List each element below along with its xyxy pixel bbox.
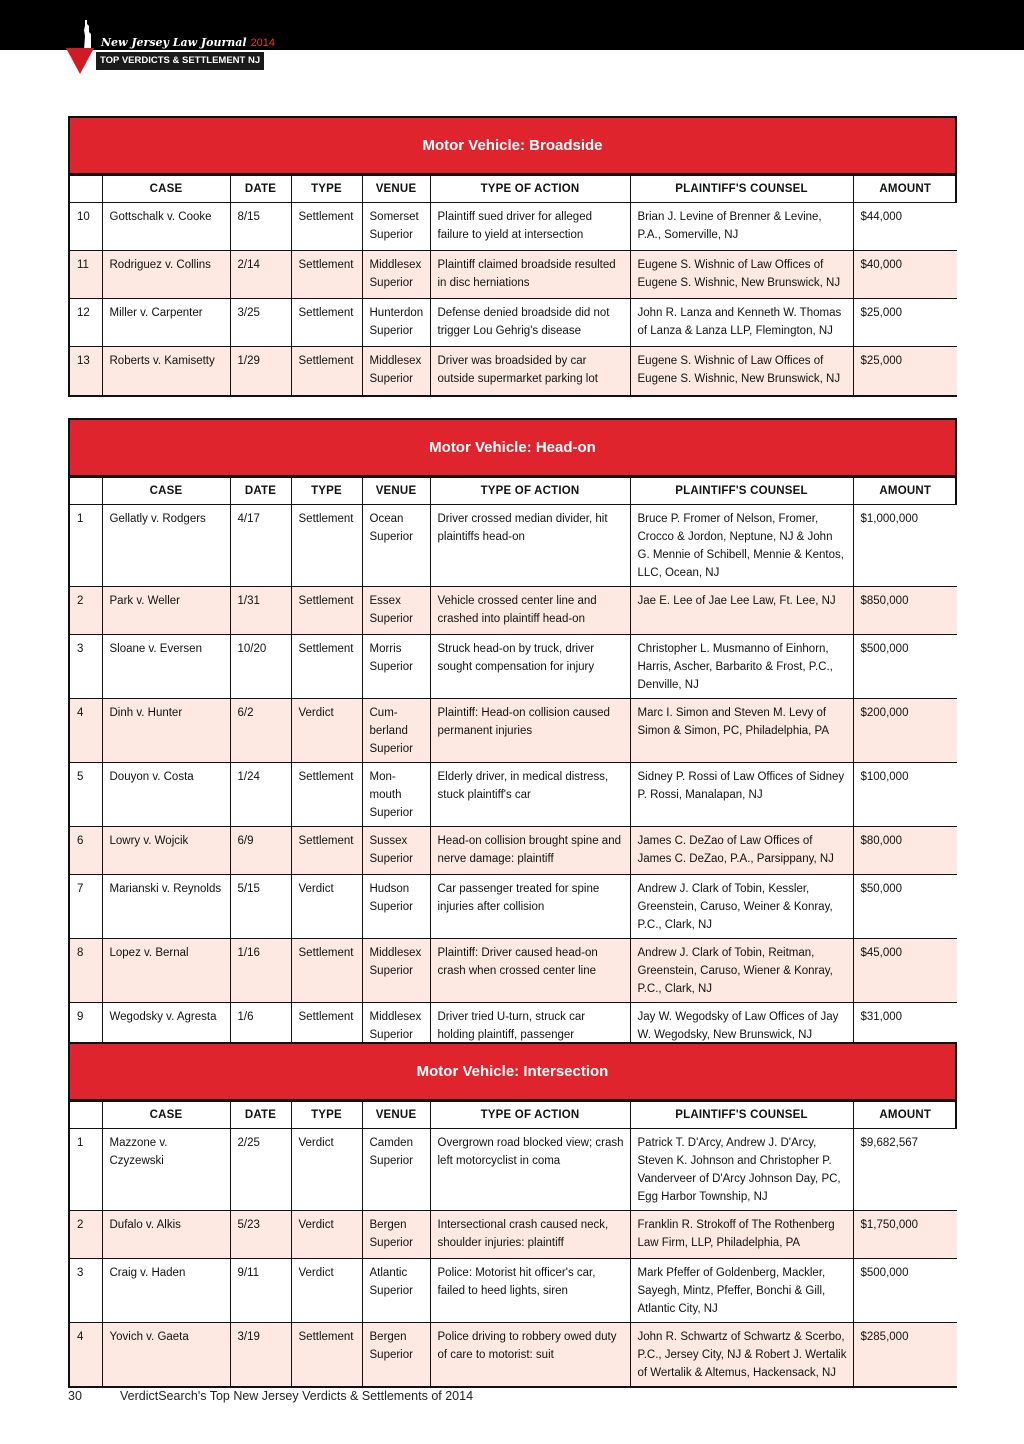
cell-action: Car passenger treated for spine injuries after collision	[430, 875, 630, 939]
cell-rank: 5	[70, 763, 102, 827]
cell-date: 1/24	[230, 763, 291, 827]
table-row	[70, 1323, 957, 1387]
cell-counsel: Andrew J. Clark of Tobin, Reitman, Greenstein, Caruso, Wiener & Konray, P.C., Clark, NJ	[630, 939, 853, 1003]
cell-case: Douyon v. Costa	[102, 763, 230, 827]
table-row	[70, 203, 957, 251]
cell-rank: 13	[70, 347, 102, 395]
cell-venue: Somerset Superior	[362, 203, 430, 251]
cell-amount: $44,000	[853, 203, 957, 251]
cell-amount: $80,000	[853, 827, 957, 875]
cell-counsel: James C. DeZao of Law Offices of James C. DeZao, P.A., Parsippany, NJ	[630, 827, 853, 875]
statue-of-liberty-icon	[82, 20, 94, 50]
cell-rank: 10	[70, 203, 102, 251]
cell-case: Miller v. Carpenter	[102, 299, 230, 347]
cell-case: Roberts v. Kamisetty	[102, 347, 230, 395]
cell-venue: Bergen Superior	[362, 1323, 430, 1387]
cell-case: Dinh v. Hunter	[102, 699, 230, 763]
cell-amount: $50,000	[853, 875, 957, 939]
cell-amount: $25,000	[853, 299, 957, 347]
cell-type: Settlement	[291, 347, 362, 395]
cell-rank: 4	[70, 1323, 102, 1387]
cell-case: Mazzone v. Czyzewski	[102, 1129, 230, 1211]
column-header: TYPE	[291, 478, 362, 505]
cell-action: Plaintiff: Driver caused head-on crash when crossed center line	[430, 939, 630, 1003]
cell-action: Plaintiff sued driver for alleged failure to yield at intersection	[430, 203, 630, 251]
cell-action: Police driving to robbery owed duty of care to motorist: suit	[430, 1323, 630, 1387]
column-header-rank	[70, 1102, 102, 1129]
cell-venue: Middlesex Superior	[362, 251, 430, 299]
cell-counsel: Marc I. Simon and Steven M. Levy of Simon & Simon, PC, Philadelphia, PA	[630, 699, 853, 763]
cell-venue: Middlesex Superior	[362, 939, 430, 1003]
table-row	[70, 1259, 957, 1323]
cell-case: Gellatly v. Rodgers	[102, 505, 230, 587]
cell-amount: $31,000	[853, 1003, 957, 1051]
column-header-rank	[70, 478, 102, 505]
cell-amount: $40,000	[853, 251, 957, 299]
section-1	[68, 418, 957, 1053]
publication-title: New Jersey Law Journal 2014	[101, 36, 276, 49]
cell-date: 2/14	[230, 251, 291, 299]
cell-venue: Essex Superior	[362, 587, 430, 635]
cell-venue: Camden Superior	[362, 1129, 430, 1211]
cell-rank: 12	[70, 299, 102, 347]
cell-amount: $285,000	[853, 1323, 957, 1387]
cell-action: Plaintiff claimed broadside resulted in disc herniations	[430, 251, 630, 299]
table-row	[70, 939, 957, 1003]
section-title: Motor Vehicle: Head-on	[70, 420, 955, 477]
cell-amount: $500,000	[853, 1259, 957, 1323]
cell-amount: $200,000	[853, 699, 957, 763]
cell-date: 2/25	[230, 1129, 291, 1211]
cell-counsel: Patrick T. D'Arcy, Andrew J. D'Arcy, Steven K. Johnson and Christopher P. Vanderveer of D'Arcy Johnson Day, PC, Egg Harbor Township, NJ	[630, 1129, 853, 1211]
column-header: DATE	[230, 176, 291, 203]
table-row	[70, 251, 957, 299]
cell-case: Park v. Weller	[102, 587, 230, 635]
cell-date: 6/9	[230, 827, 291, 875]
table-row	[70, 587, 957, 635]
cell-counsel: Eugene S. Wishnic of Law Offices of Eugene S. Wishnic, New Brunswick, NJ	[630, 347, 853, 395]
column-header: PLAINTIFF'S COUNSEL	[630, 176, 853, 203]
cell-date: 10/20	[230, 635, 291, 699]
cell-amount: $100,000	[853, 763, 957, 827]
cell-counsel: John R. Lanza and Kenneth W. Thomas of Lanza & Lanza LLP, Flemington, NJ	[630, 299, 853, 347]
cell-amount: $1,000,000	[853, 505, 957, 587]
column-header: CASE	[102, 176, 230, 203]
cell-type: Settlement	[291, 299, 362, 347]
cell-date: 1/16	[230, 939, 291, 1003]
cell-venue: Morris Superior	[362, 635, 430, 699]
cell-case: Lopez v. Bernal	[102, 939, 230, 1003]
cell-amount: $45,000	[853, 939, 957, 1003]
cell-case: Rodriguez v. Collins	[102, 251, 230, 299]
column-header: DATE	[230, 478, 291, 505]
cell-venue: Bergen Superior	[362, 1211, 430, 1259]
table-row	[70, 505, 957, 587]
cell-action: Driver tried U-turn, struck car holding plaintiff, passenger	[430, 1003, 630, 1051]
cell-venue: Ocean Superior	[362, 505, 430, 587]
cell-rank: 1	[70, 1129, 102, 1211]
cell-date: 4/17	[230, 505, 291, 587]
cell-action: Police: Motorist hit officer's car, failed to heed lights, siren	[430, 1259, 630, 1323]
cell-date: 1/31	[230, 587, 291, 635]
table-header-row	[70, 1102, 957, 1129]
column-header: DATE	[230, 1102, 291, 1129]
cell-counsel: Mark Pfeffer of Goldenberg, Mackler, Sayegh, Mintz, Pfeffer, Bonchi & Gill, Atlantic City, NJ	[630, 1259, 853, 1323]
footer-text: VerdictSearch's Top New Jersey Verdicts & Settlements of 2014	[120, 1389, 474, 1403]
column-header: PLAINTIFF'S COUNSEL	[630, 1102, 853, 1129]
column-header: TYPE	[291, 1102, 362, 1129]
cell-rank: 9	[70, 1003, 102, 1051]
cell-rank: 3	[70, 1259, 102, 1323]
page-number: 30	[68, 1389, 82, 1403]
cell-date: 3/19	[230, 1323, 291, 1387]
logo-red-chevron	[66, 48, 94, 74]
cell-type: Verdict	[291, 1211, 362, 1259]
column-header: PLAINTIFF'S COUNSEL	[630, 478, 853, 505]
cell-counsel: Eugene S. Wishnic of Law Offices of Eugene S. Wishnic, New Brunswick, NJ	[630, 251, 853, 299]
cell-rank: 8	[70, 939, 102, 1003]
cell-case: Gottschalk v. Cooke	[102, 203, 230, 251]
cell-venue: Atlantic Superior	[362, 1259, 430, 1323]
section-title: Motor Vehicle: Broadside	[70, 118, 955, 175]
table-row	[70, 763, 957, 827]
column-header: CASE	[102, 478, 230, 505]
table-row	[70, 347, 957, 395]
table-header-row	[70, 176, 957, 203]
cell-date: 1/6	[230, 1003, 291, 1051]
column-header: TYPE	[291, 176, 362, 203]
cell-amount: $500,000	[853, 635, 957, 699]
cell-rank: 7	[70, 875, 102, 939]
section-0	[68, 116, 957, 397]
cell-type: Verdict	[291, 699, 362, 763]
cell-type: Verdict	[291, 875, 362, 939]
cell-case: Yovich v. Gaeta	[102, 1323, 230, 1387]
cell-date: 8/15	[230, 203, 291, 251]
cell-type: Settlement	[291, 587, 362, 635]
cell-venue: Sussex Superior	[362, 827, 430, 875]
table-row	[70, 827, 957, 875]
cell-rank: 2	[70, 1211, 102, 1259]
table-row	[70, 1211, 957, 1259]
cell-counsel: Sidney P. Rossi of Law Offices of Sidney P. Rossi, Manalapan, NJ	[630, 763, 853, 827]
table-row	[70, 699, 957, 763]
verdicts-table	[70, 1101, 957, 1386]
cell-type: Settlement	[291, 827, 362, 875]
cell-venue: Cum-berland Superior	[362, 699, 430, 763]
cell-case: Wegodsky v. Agresta	[102, 1003, 230, 1051]
cell-rank: 11	[70, 251, 102, 299]
cell-type: Settlement	[291, 1323, 362, 1387]
cell-amount: $1,750,000	[853, 1211, 957, 1259]
cell-type: Verdict	[291, 1259, 362, 1323]
cell-action: Defense denied broadside did not trigger Lou Gehrig's disease	[430, 299, 630, 347]
cell-date: 5/23	[230, 1211, 291, 1259]
cell-rank: 6	[70, 827, 102, 875]
cell-venue: Hudson Superior	[362, 875, 430, 939]
cell-counsel: Franklin R. Strokoff of The Rothenberg Law Firm, LLP, Philadelphia, PA	[630, 1211, 853, 1259]
cell-action: Intersectional crash caused neck, shoulder injuries: plaintiff	[430, 1211, 630, 1259]
cell-action: Elderly driver, in medical distress, stuck plaintiff's car	[430, 763, 630, 827]
column-header-rank	[70, 176, 102, 203]
column-header: VENUE	[362, 1102, 430, 1129]
table-row	[70, 1129, 957, 1211]
column-header: AMOUNT	[853, 1102, 957, 1129]
cell-counsel: John R. Schwartz of Schwartz & Scerbo, P.C., Jersey City, NJ & Robert J. Wertalik of Wertalik & Altemus, Hackensack, NJ	[630, 1323, 853, 1387]
cell-action: Head-on collision brought spine and nerve damage: plaintiff	[430, 827, 630, 875]
cell-amount: $850,000	[853, 587, 957, 635]
cell-venue: Middlesex Superior	[362, 347, 430, 395]
cell-amount: $9,682,567	[853, 1129, 957, 1211]
cell-venue: Mon-mouth Superior	[362, 763, 430, 827]
cell-action: Struck head-on by truck, driver sought compensation for injury	[430, 635, 630, 699]
publication-subtitle: TOP VERDICTS & SETTLEMENT NJ	[96, 52, 264, 70]
masthead-bar	[0, 0, 1024, 50]
column-header: VENUE	[362, 478, 430, 505]
cell-action: Driver was broadsided by car outside supermarket parking lot	[430, 347, 630, 395]
cell-case: Sloane v. Eversen	[102, 635, 230, 699]
table-row	[70, 635, 957, 699]
cell-type: Verdict	[291, 1129, 362, 1211]
cell-counsel: Jay W. Wegodsky of Law Offices of Jay W. Wegodsky, New Brunswick, NJ	[630, 1003, 853, 1051]
cell-case: Craig v. Haden	[102, 1259, 230, 1323]
column-header: AMOUNT	[853, 478, 957, 505]
cell-rank: 3	[70, 635, 102, 699]
cell-type: Settlement	[291, 763, 362, 827]
cell-type: Settlement	[291, 505, 362, 587]
column-header: TYPE OF ACTION	[430, 478, 630, 505]
cell-type: Settlement	[291, 939, 362, 1003]
cell-rank: 1	[70, 505, 102, 587]
cell-counsel: Andrew J. Clark of Tobin, Kessler, Greenstein, Caruso, Weiner & Konray, P.C., Clark, NJ	[630, 875, 853, 939]
table-header-row	[70, 478, 957, 505]
table-row	[70, 875, 957, 939]
cell-date: 3/25	[230, 299, 291, 347]
cell-type: Settlement	[291, 251, 362, 299]
section-2	[68, 1042, 957, 1388]
table-row	[70, 299, 957, 347]
cell-rank: 4	[70, 699, 102, 763]
column-header: AMOUNT	[853, 176, 957, 203]
column-header: CASE	[102, 1102, 230, 1129]
column-header: VENUE	[362, 176, 430, 203]
section-title: Motor Vehicle: Intersection	[70, 1044, 955, 1101]
cell-date: 1/29	[230, 347, 291, 395]
verdicts-table	[70, 477, 957, 1051]
cell-action: Driver crossed median divider, hit plaintiffs head-on	[430, 505, 630, 587]
cell-counsel: Christopher L. Musmanno of Einhorn, Harris, Ascher, Barbarito & Frost, P.C., Denville, NJ	[630, 635, 853, 699]
page-footer	[68, 1389, 473, 1403]
cell-amount: $25,000	[853, 347, 957, 395]
cell-venue: Middlesex Superior	[362, 1003, 430, 1051]
cell-action: Overgrown road blocked view; crash left motorcyclist in coma	[430, 1129, 630, 1211]
cell-counsel: Brian J. Levine of Brenner & Levine, P.A., Somerville, NJ	[630, 203, 853, 251]
cell-counsel: Bruce P. Fromer of Nelson, Fromer, Crocco & Jordon, Neptune, NJ & John G. Mennie of Schibell, Mennie & Kentos, LLC, Ocean, NJ	[630, 505, 853, 587]
cell-action: Vehicle crossed center line and crashed into plaintiff head-on	[430, 587, 630, 635]
cell-type: Settlement	[291, 635, 362, 699]
cell-date: 9/11	[230, 1259, 291, 1323]
column-header: TYPE OF ACTION	[430, 1102, 630, 1129]
cell-type: Settlement	[291, 1003, 362, 1051]
cell-type: Settlement	[291, 203, 362, 251]
column-header: TYPE OF ACTION	[430, 176, 630, 203]
cell-action: Plaintiff: Head-on collision caused permanent injuries	[430, 699, 630, 763]
verdicts-table	[70, 175, 957, 395]
cell-case: Dufalo v. Alkis	[102, 1211, 230, 1259]
cell-venue: Hunterdon Superior	[362, 299, 430, 347]
cell-date: 5/15	[230, 875, 291, 939]
cell-case: Lowry v. Wojcik	[102, 827, 230, 875]
cell-counsel: Jae E. Lee of Jae Lee Law, Ft. Lee, NJ	[630, 587, 853, 635]
cell-date: 6/2	[230, 699, 291, 763]
cell-rank: 2	[70, 587, 102, 635]
cell-case: Marianski v. Reynolds	[102, 875, 230, 939]
